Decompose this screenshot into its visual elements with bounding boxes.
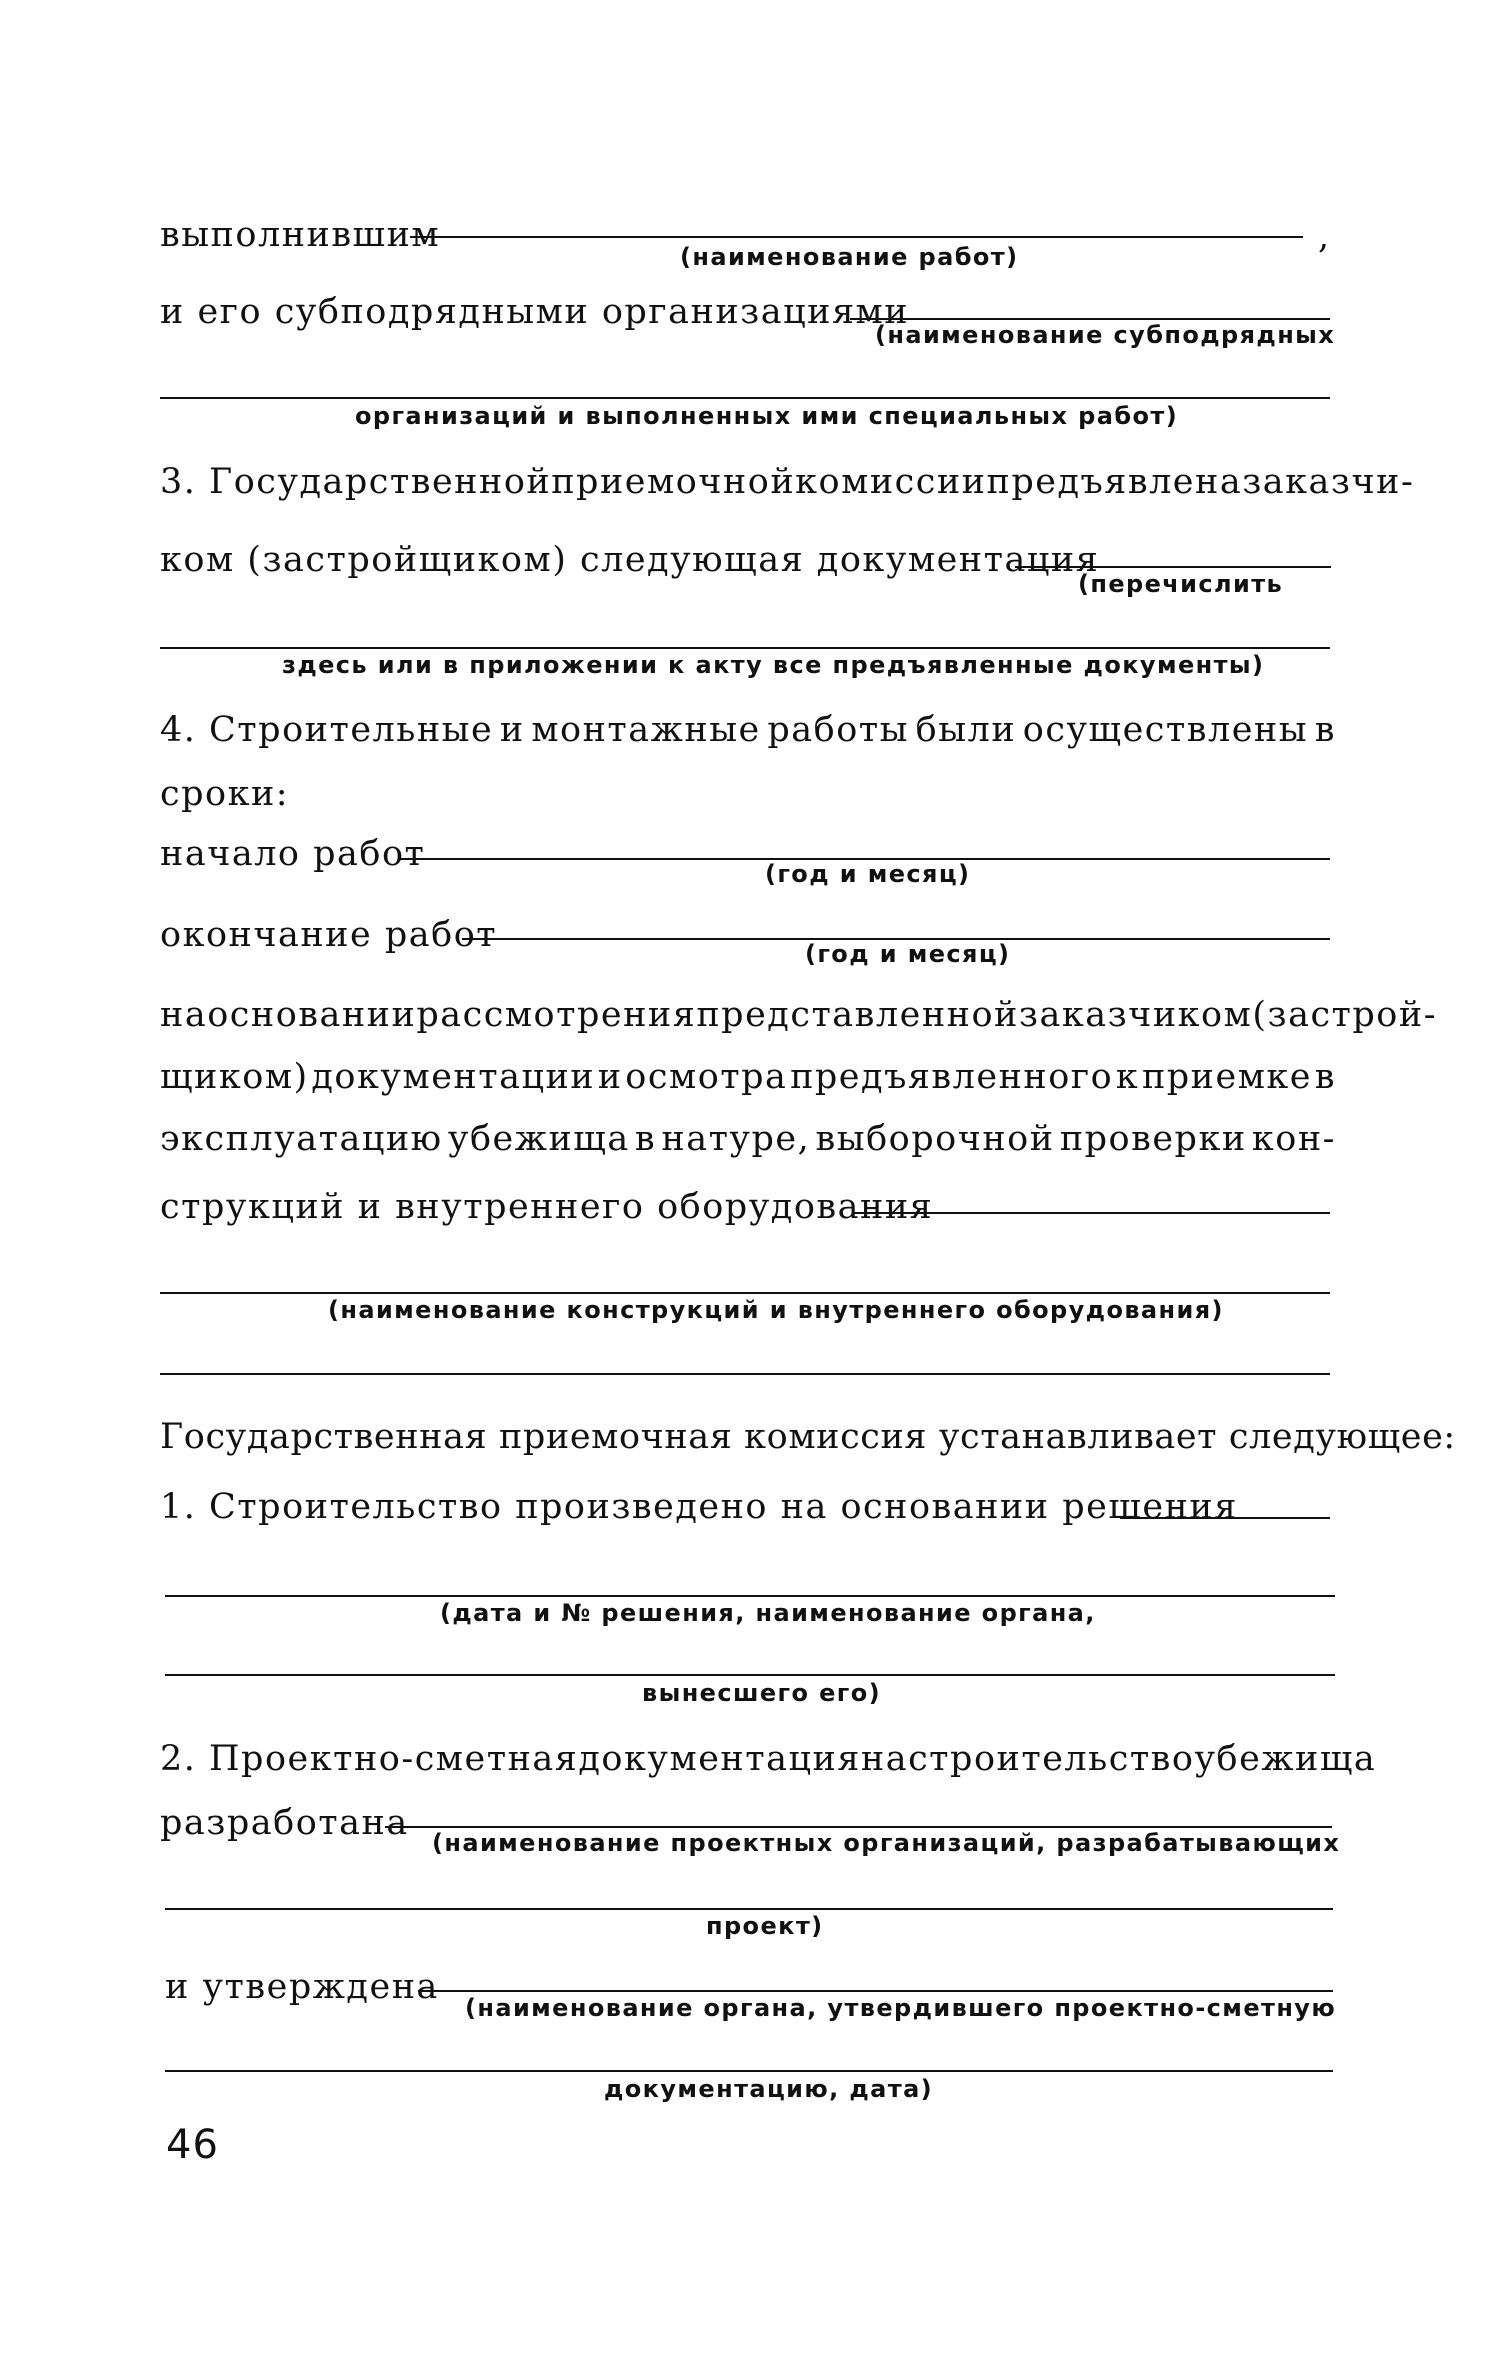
fill-line: [160, 1292, 1330, 1294]
caption-list: (перечислить: [1078, 570, 1284, 598]
paragraph-item-4-line-1: 4. Строительные и монтажные работы были осуществлены в: [160, 710, 1336, 750]
caption-documents: здесь или в приложении к акту все предъявленные документы): [282, 651, 1265, 679]
fill-line: [418, 1990, 1333, 1992]
text-end-of-work: окончание работ: [160, 915, 498, 955]
fill-line: [850, 318, 1330, 320]
fill-line: [385, 1826, 1332, 1828]
fill-line: [160, 647, 1330, 649]
fill-line: [165, 1674, 1335, 1676]
text-commission-establishes: Государственная приемочная комиссия устанавливает следующее:: [160, 1417, 1456, 1457]
fill-line: [410, 236, 1303, 238]
caption-project: проект): [706, 1912, 824, 1940]
caption-decision: (дата и № решения, наименование органа,: [440, 1599, 1096, 1627]
text-developed: разработана: [160, 1803, 409, 1843]
fill-line: [160, 397, 1330, 399]
caption-organizations: организаций и выполненных ими специальных работ): [355, 402, 1179, 430]
paragraph-item-4-line-2: сроки:: [160, 774, 290, 814]
text-executed-by: выполнившим: [160, 215, 441, 255]
text-comma: ,: [1318, 217, 1331, 257]
paragraph-item-3-line-2: ком (застройщиком) следующая документация: [160, 540, 1100, 580]
fill-line: [1120, 1517, 1330, 1519]
page-number: 46: [166, 2122, 219, 2168]
caption-design-organizations: (наименование проектных организаций, разрабатывающих: [432, 1829, 1341, 1857]
text-start-of-work: начало работ: [160, 834, 426, 874]
fill-line: [1015, 566, 1331, 568]
caption-work-name: (наименование работ): [680, 243, 1019, 271]
fill-line: [165, 2070, 1333, 2072]
fill-line: [165, 1595, 1335, 1597]
text-section-1: 1. Строительство произведено на основании решения: [160, 1487, 1238, 1527]
caption-approving-body: (наименование органа, утвердившего проектно-сметную: [465, 1994, 1337, 2022]
paragraph-basis-line-1: на основании рассмотрения представленной заказчиком (застрой-: [160, 995, 1438, 1035]
fill-line: [165, 1908, 1333, 1910]
paragraph-basis-line-3: эксплуатацию убежища в натуре, выборочной проверки кон-: [160, 1119, 1336, 1159]
fill-line: [852, 1212, 1330, 1214]
paragraph-item-3-line-1: 3. Государственной приемочной комиссии предъявлена заказчи-: [160, 462, 1415, 502]
paragraph-basis-line-2: щиком) документации и осмотра предъявленного к приемке в: [160, 1057, 1336, 1097]
caption-subcontractors: (наименование субподрядных: [875, 321, 1336, 349]
paragraph-section-2-line-1: 2. Проектно-сметная документация на строительство убежища: [160, 1739, 1377, 1779]
caption-documentation-date: документацию, дата): [604, 2075, 934, 2103]
caption-issued-by: вынесшего его): [642, 1679, 881, 1707]
text-subcontractors: и его субподрядными организациями: [160, 292, 910, 332]
caption-constructions: (наименование конструкций и внутреннего оборудования): [328, 1296, 1224, 1324]
caption-year-month-2: (год и месяц): [805, 940, 1011, 968]
paragraph-basis-line-4: струкций и внутреннего оборудования: [160, 1187, 934, 1227]
fill-line: [160, 1373, 1330, 1375]
caption-year-month-1: (год и месяц): [765, 860, 971, 888]
text-approved: и утверждена: [165, 1967, 439, 2007]
